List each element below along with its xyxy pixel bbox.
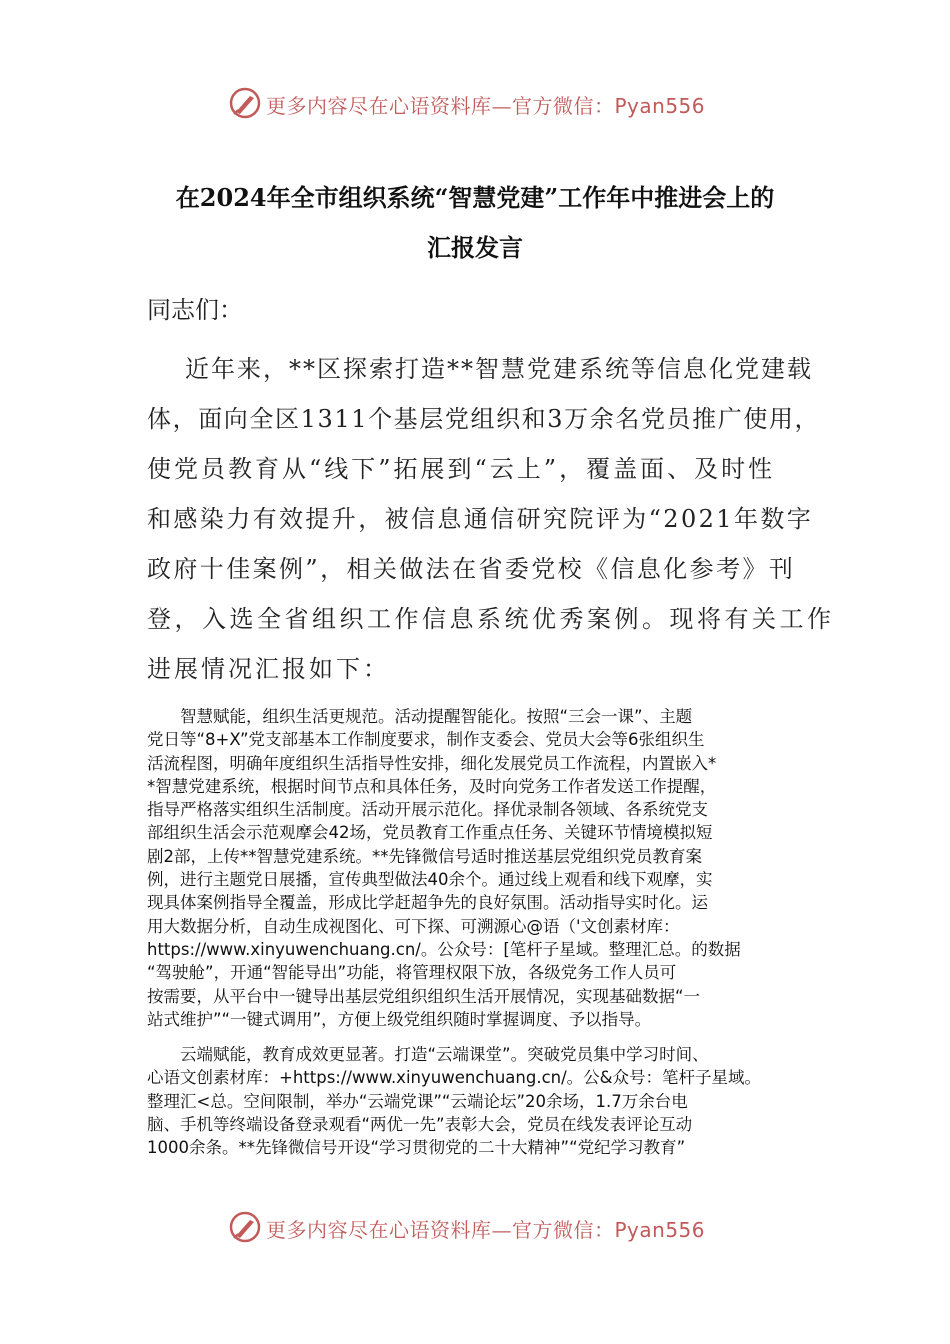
- section1-line: 部组织生活会示范观摩会42场，党员教育工作重点任务、关键环节情境模拟短: [147, 823, 713, 843]
- section1-line: 用大数据分析，自动生成视图化、可下探、可溯源心@语（'文创素材库：: [147, 916, 680, 936]
- intro-line: 近年来，**区探索打造**智慧党建系统等信息化党建载: [185, 355, 813, 383]
- section1-line: “驾驶舱”，开通“智能导出”功能，将管理权限下放，各级党务工作人员可: [147, 963, 677, 983]
- quill-logo-icon: [228, 1210, 262, 1244]
- intro-line: 使党员教育从“线下”拓展到“云上”，覆盖面、及时性: [147, 455, 776, 483]
- section1-line: 剧2部，上传**智慧党建系统。**先锋微信号适时推送基层党组织党员教育案: [147, 846, 702, 866]
- section2-line: 云端赋能，教育成效更显著。打造“云端课堂”。突破党员集中学习时间、: [147, 1045, 709, 1064]
- intro-line: 登，入选全省组织工作信息系统优秀案例。现将有关工作: [147, 605, 835, 633]
- intro-line: 和感染力有效提升，被信息通信研究院评为“2021年数字: [147, 505, 814, 533]
- banner-text: 更多内容尽在心语资料库—官方微信：Pyan556: [266, 1218, 706, 1242]
- quill-logo-icon: [228, 86, 262, 120]
- section2-line: 脑、手机等终端设备登录观看“两优一先”表彰大会，党员在线发表评论互动: [147, 1114, 693, 1134]
- banner-text: 更多内容尽在心语资料库—官方微信：Pyan556: [266, 94, 706, 118]
- page-title: 在2024年全市组织系统“智慧党建”工作年中推进会上的: [175, 183, 775, 212]
- section1-line: 活流程图，明确年度组织生活指导性安排，细化发展党员工作流程，内置嵌入*: [147, 753, 717, 773]
- section-paragraph-1: [147, 705, 807, 1031]
- section1-line: 例，进行主题党日展播，宣传典型做法40余个。通过线上观看和线下观摩，实: [147, 870, 713, 890]
- section2-line: 整理汇<总。空间限制，举办“云端党课”“云端论坛”20余场，1.7万余台电: [147, 1091, 688, 1111]
- section2-line: 心语文创素材库：+https://www.xinyuwenchuang.cn/。公&众号：笔杆子星域。: [147, 1068, 762, 1088]
- intro-line: 政府十佳案例”，相关做法在省委党校《信息化参考》刊: [147, 555, 796, 583]
- page-title-line2: 汇报发言: [427, 233, 523, 262]
- section2-line: 1000余条。**先锋微信号开设“学习贯彻党的二十大精神”“党纪学习教育”: [147, 1138, 686, 1158]
- header-banner: [0, 82, 950, 126]
- section1-line: https://www.xinyuwenchuang.cn/。公众号：[笔杆子星域。整理汇总。的数据: [147, 939, 741, 959]
- section1-line: 党日等“8+X”党支部基本工作制度要求，制作支委会、党员大会等6张组织生: [147, 730, 705, 750]
- section1-line: 现具体案例指导全覆盖，形成比学赶超争先的良好氛围。活动指导实时化。运: [147, 893, 708, 913]
- section1-line: 按需要，从平台中一键导出基层党组织组织生活开展情况，实现基础数据“一: [147, 986, 701, 1006]
- section1-line: 智慧赋能，组织生活更规范。活动提醒智能化。按照“三会一课”、主题: [147, 707, 693, 726]
- section1-line: 指导严格落实组织生活制度。活动开展示范化。择优录制各领域、各系统党支: [147, 800, 708, 820]
- section-paragraph-2: [147, 1043, 807, 1159]
- intro-paragraph: [147, 344, 835, 694]
- greeting: 同志们：: [147, 296, 243, 324]
- section1-line: 站式维护”“一键式调用”，方便上级党组织随时掌握调度、予以指导。: [147, 1009, 652, 1029]
- footer-banner: [0, 1206, 950, 1250]
- intro-line: 体，面向全区1311个基层党组织和3万余名党员推广使用，: [147, 405, 821, 433]
- section1-line: *智慧党建系统，根据时间节点和具体任务，及时向党务工作者发送工作提醒，: [147, 776, 717, 796]
- intro-line: 进展情况汇报如下：: [147, 655, 390, 683]
